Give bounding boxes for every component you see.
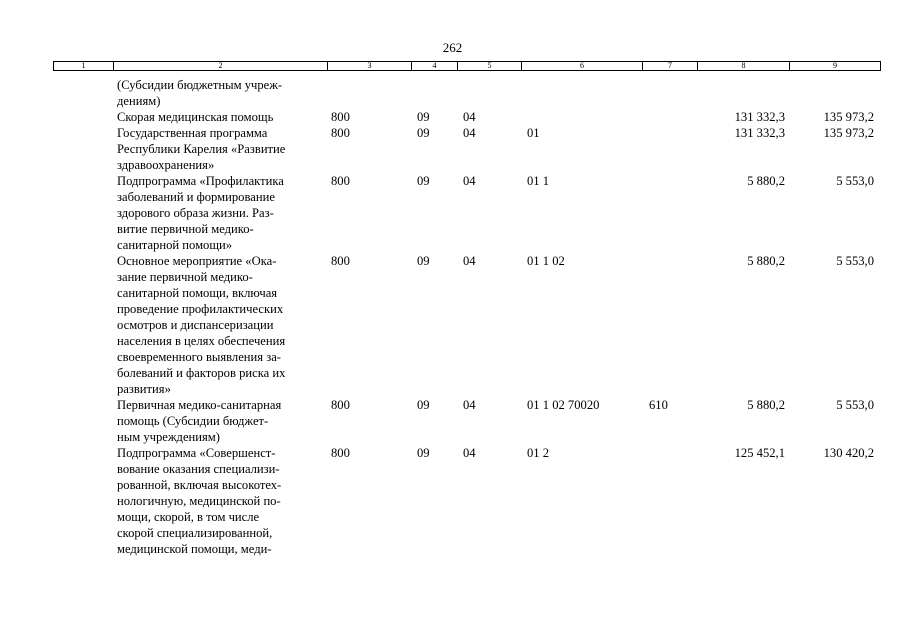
table-row [0, 253, 905, 397]
row-code-subsection: 04 [463, 110, 476, 124]
row-name-line: заболеваний и формирование [117, 190, 275, 204]
table-row [0, 109, 905, 125]
budget-table-body [0, 77, 905, 557]
row-name-line: зание первичной медико- [117, 270, 253, 284]
row-name-line: Республики Карелия «Развитие [117, 142, 286, 156]
row-code-ministry: 800 [331, 126, 350, 140]
row-name [117, 173, 322, 253]
row-code-target: 01 1 [527, 174, 550, 188]
row-code-ministry: 800 [331, 446, 350, 460]
column-number-6: 6 [522, 62, 643, 70]
column-number-4: 4 [412, 62, 458, 70]
row-name-line: санитарной помощи» [117, 238, 233, 252]
row-name-line: проведение профилактических [117, 302, 284, 316]
row-name-line: Подпрограмма «Профилактика [117, 174, 284, 188]
row-name [117, 397, 322, 445]
column-number-2: 2 [114, 62, 328, 70]
row-code-subsection: 04 [463, 398, 476, 412]
row-name-line: вование оказания специализи- [117, 462, 280, 476]
row-name-line: медицинской помощи, меди- [117, 542, 272, 556]
table-row [0, 173, 905, 253]
row-amount-year1: 131 332,3 [734, 126, 785, 140]
row-name [117, 77, 322, 109]
column-number-5: 5 [458, 62, 522, 70]
row-name-line: санитарной помощи, включая [117, 286, 278, 300]
row-code-subsection: 04 [463, 254, 476, 268]
row-name-line: нологичную, медицинской по- [117, 494, 281, 508]
row-code-section: 09 [417, 126, 430, 140]
row-amount-year2: 135 973,2 [823, 110, 874, 124]
row-code-expense-type: 610 [649, 398, 668, 412]
row-name-line: здравоохранения» [117, 158, 215, 172]
table-row [0, 77, 905, 109]
row-code-ministry: 800 [331, 110, 350, 124]
row-code-section: 09 [417, 254, 430, 268]
row-name-line: болеваний и факторов риска их [117, 366, 286, 380]
row-code-target: 01 [527, 126, 540, 140]
column-number-3: 3 [328, 62, 412, 70]
row-name-line: Основное мероприятие «Ока- [117, 254, 277, 268]
row-name-line: витие первичной медико- [117, 222, 254, 236]
row-amount-year2: 5 553,0 [836, 398, 874, 412]
row-amount-year2: 135 973,2 [823, 126, 874, 140]
row-amount-year1: 125 452,1 [734, 446, 785, 460]
column-number-1: 1 [54, 62, 114, 70]
row-code-target: 01 1 02 70020 [527, 398, 600, 412]
row-name-line: Подпрограмма «Совершенст- [117, 446, 276, 460]
row-amount-year1: 5 880,2 [747, 254, 785, 268]
row-code-subsection: 04 [463, 174, 476, 188]
column-number-7: 7 [643, 62, 698, 70]
row-name [117, 109, 322, 125]
row-name-line: мощи, скорой, в том числе [117, 510, 260, 524]
row-name-line: своевременного выявления за- [117, 350, 281, 364]
row-name-line: дениям) [117, 94, 161, 108]
row-name-line: ным учреждениям) [117, 430, 220, 444]
row-code-target: 01 2 [527, 446, 550, 460]
row-code-ministry: 800 [331, 174, 350, 188]
row-name-line: рованной, включая высокотех- [117, 478, 282, 492]
row-name-line: Государственная программа [117, 126, 268, 140]
row-name-line: Скорая медицинская помощь [117, 110, 274, 124]
row-amount-year2: 130 420,2 [823, 446, 874, 460]
row-amount-year2: 5 553,0 [836, 174, 874, 188]
row-code-section: 09 [417, 110, 430, 124]
table-row [0, 445, 905, 557]
row-name-line: развития» [117, 382, 171, 396]
row-name-line: осмотров и диспансеризации [117, 318, 274, 332]
page-number: 262 [442, 40, 463, 55]
table-row [0, 397, 905, 445]
row-code-subsection: 04 [463, 126, 476, 140]
row-name-line: здорового образа жизни. Раз- [117, 206, 274, 220]
row-amount-year1: 131 332,3 [734, 110, 785, 124]
column-number-9: 9 [833, 61, 837, 70]
row-amount-year1: 5 880,2 [747, 174, 785, 188]
row-code-section: 09 [417, 398, 430, 412]
row-name-line: (Субсидии бюджетным учреж- [117, 78, 283, 92]
row-code-ministry: 800 [331, 398, 350, 412]
row-code-section: 09 [417, 174, 430, 188]
column-number-8: 8 [698, 62, 790, 70]
row-amount-year2: 5 553,0 [836, 254, 874, 268]
row-name-line: Первичная медико-санитарная [117, 398, 282, 412]
row-amount-year1: 5 880,2 [747, 398, 785, 412]
row-name-line: населения в целях обеспечения [117, 334, 286, 348]
row-name-line: скорой специализированной, [117, 526, 273, 540]
row-code-target: 01 1 02 [527, 254, 565, 268]
row-code-ministry: 800 [331, 254, 350, 268]
row-name [117, 125, 322, 173]
table-row [0, 125, 905, 173]
row-code-section: 09 [417, 446, 430, 460]
column-number-header [53, 61, 881, 71]
row-name [117, 253, 322, 397]
row-name [117, 445, 322, 557]
row-code-subsection: 04 [463, 446, 476, 460]
row-name-line: помощь (Субсидии бюджет- [117, 414, 269, 428]
